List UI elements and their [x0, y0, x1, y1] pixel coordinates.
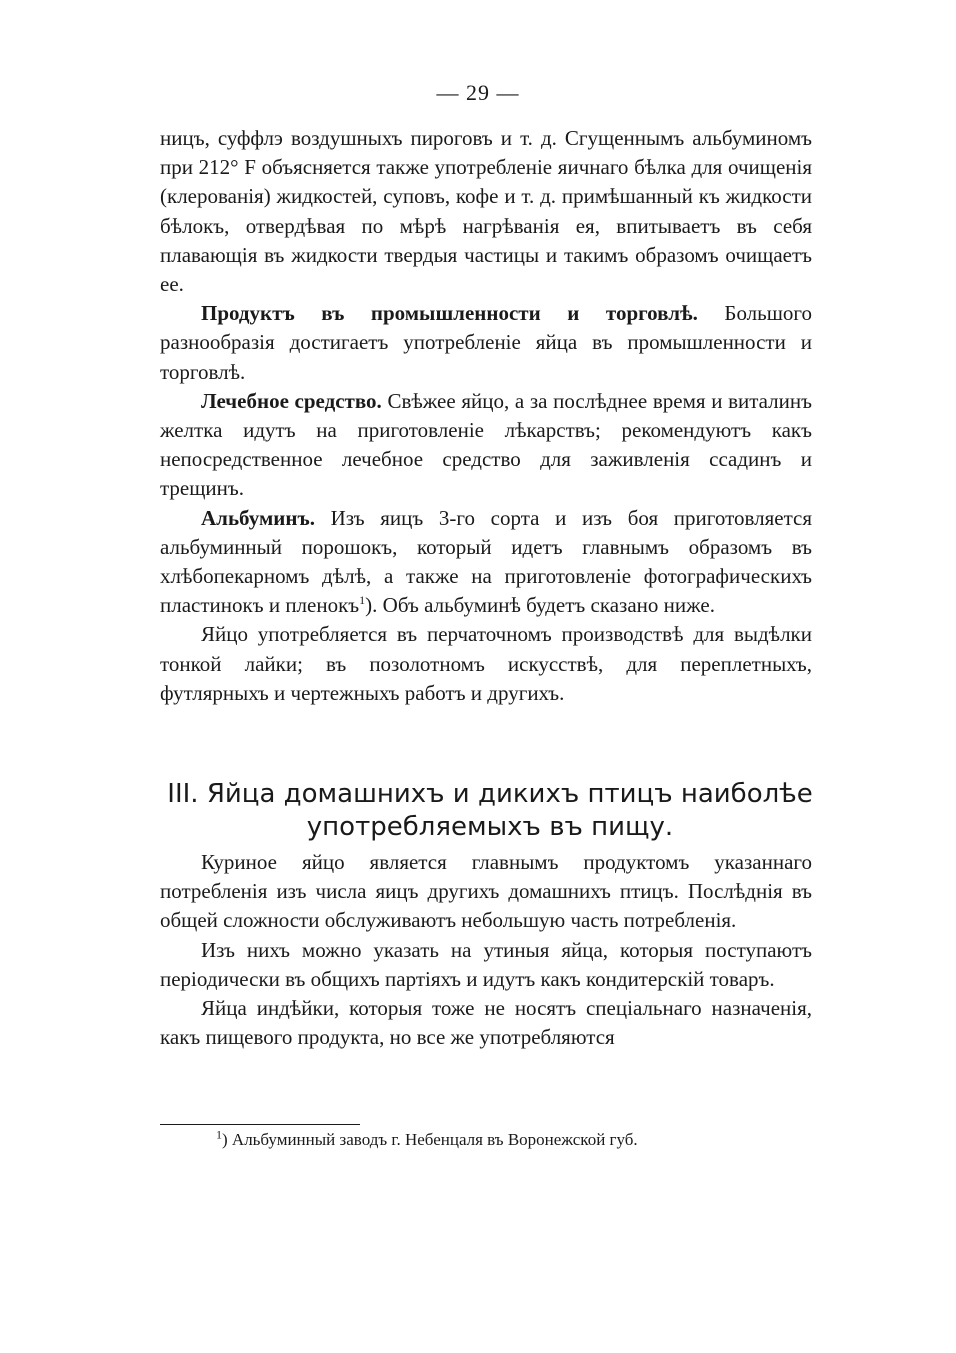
paragraph-chicken-eggs: Куриное яйцо является главнымъ продуктомъ указаннаго потребленія изъ числа яицъ другихъ домашнихъ птицъ. Послѣднія въ общей сложности обслуживаютъ небольшую часть потребленія.: [160, 850, 812, 933]
paragraph-industry: [160, 299, 812, 387]
paragraph-albumin-text: Изъ яицъ 3-го сорта и изъ боя приготовляется альбуминный порошокъ, который идетъ главнымъ образомъ въ хлѣбопекарномъ дѣлѣ, а также на приготовленіе фотографическихъ пластинокъ и пленокъ: [160, 505, 812, 618]
footnote-reference: 1: [359, 593, 366, 608]
run-in-heading-albumin: Альбуминъ.: [201, 505, 315, 530]
body-text-lower: [160, 848, 812, 1052]
footnote-mark: 1: [216, 1127, 222, 1142]
run-in-heading-industry: Продуктъ въ промышленности и торговлѣ.: [201, 301, 698, 326]
paragraph-medicine-text: Свѣжее яйцо, а за послѣднее время и виталинъ желтка идутъ на приготовленіе лѣкарствъ; рекомендуютъ какъ непосредственное лечебное средство для заживленія ссадинъ и трещинъ.: [160, 388, 812, 501]
paragraph-duck-eggs: Изъ нихъ можно указать на утиныя яйца, которыя поступаютъ періодически въ общихъ партіяхъ и идутъ какъ кондитерскій товаръ.: [160, 937, 812, 991]
paragraph-continuation: ницъ, суффлэ воздушныхъ пироговъ и т. д. Сгущеннымъ альбуминомъ при 212° F объясняется также употребленіе яичнаго бѣлка для очищенія (клерованія) жидкостей, суповъ, кофе и т. д. примѣшанный къ жидкости бѣлокъ, отвердѣвая по мѣрѣ нагрѣванія ея, впитываетъ въ себя плавающія въ жидкости твердыя частицы и такимъ образомъ очищаетъ ее.: [160, 126, 812, 297]
run-in-heading-medicine: Лечебное средство.: [201, 388, 382, 413]
paragraph-leather: Яйцо употребляется въ перчаточномъ производствѣ для выдѣлки тонкой лайки; въ позолотномъ искусствѣ, для переплетныхъ, футлярныхъ и чертежныхъ работъ и другихъ.: [160, 622, 812, 705]
section-heading: III. Яйца домашнихъ и дикихъ птицъ наиболѣе употребляемыхъ въ пищу.: [167, 779, 813, 842]
paragraph-albumin-tail: ). Объ альбуминѣ будетъ сказано ниже.: [365, 593, 715, 618]
paragraph-albumin: [160, 504, 812, 621]
footnote: [160, 1129, 812, 1151]
paragraph-industry-text: Большого разнообразія достигаетъ употребленіе яйца въ промышленности и торговлѣ.: [160, 301, 812, 384]
footnote-divider: [160, 1124, 360, 1125]
page-number: — 29 —: [436, 80, 520, 105]
paragraph-turkey-eggs: Яйца индѣйки, которыя тоже не носятъ спеціальнаго назначенія, какъ пищевого продукта, но все же употребляются: [160, 996, 812, 1050]
paragraph-medicine: [160, 387, 812, 504]
footnote-text: ) Альбуминный заводъ г. Небенцаля въ Воронежской губ.: [222, 1130, 638, 1149]
body-text-upper: [160, 124, 812, 708]
